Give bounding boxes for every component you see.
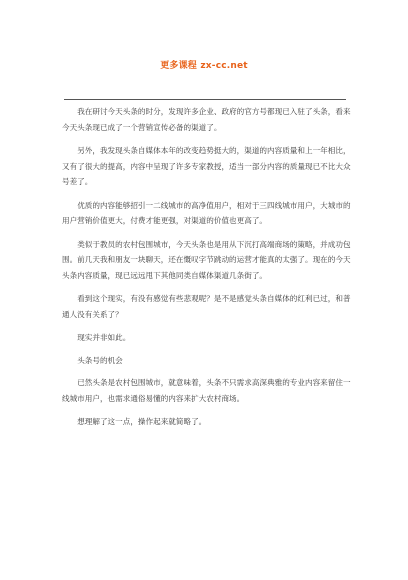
- paragraph: 优质的内容能够招引一二线城市的高净值用户，相对于三四线城市用户，大城市的用户营销价值更大，付费才能更强，对渠道的价值也更高了。: [62, 200, 351, 225]
- paragraph: 我在研讨今天头条的时分，发现许多企业、政府的官方号都现已入驻了头条，看来今天头条现已成了一个营销宣传必备的渠道了。: [62, 107, 351, 132]
- paragraph: 另外，我发现头条自媒体本年的改变趋势挺大的，渠道的内容质量和上一年相比，又有了很大的提高，内容中呈现了许多专家教授，适当一部分内容的质量现已不比大众号差了。: [62, 146, 351, 186]
- paragraph: 类似于教员的农村包围城市，今天头条也是用从下沉打高端商场的策略，并成功包围。前几天我和朋友一块聊天，还在慨叹字节跳动的运营才能真的太强了。现在的今天头条内容质量，现已远远甩下其他同类自媒体渠道几条街了。: [62, 239, 351, 280]
- paragraph: 看到这个现实，有没有感觉有些悲观呢？是不是感觉头条自媒体的红利已过，和普通人没有关系了？: [62, 294, 351, 319]
- section-heading: 头条号的机会: [77, 355, 123, 365]
- paragraph: 已然头条是农村包围城市，就意味着，头条不只需求高深典雅的专业内容来留住一线城市用户，也需求通俗易懂的内容来扩大农村商场。: [62, 378, 351, 403]
- header-course-link[interactable]: 更多课程 zx-cc.net: [160, 61, 248, 71]
- header-divider: [64, 99, 346, 100]
- document-body: [62, 104, 352, 438]
- paragraph: 想理解了这一点，操作起来就简略了。: [77, 417, 207, 426]
- paragraph: 现实并非如此。: [77, 333, 131, 342]
